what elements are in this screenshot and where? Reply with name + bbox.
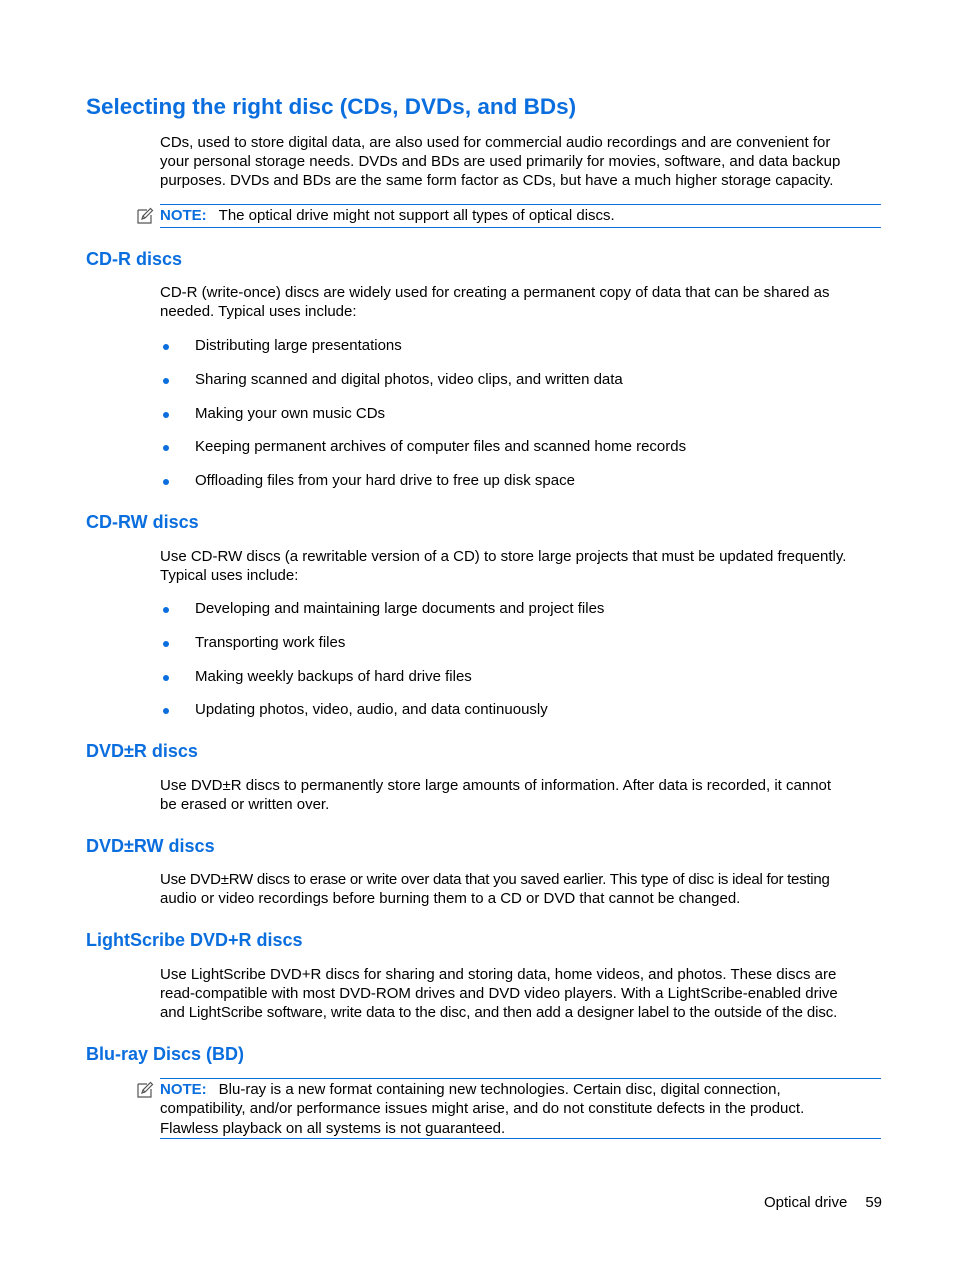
list-item-text: Developing and maintaining large documents and project files (195, 600, 605, 617)
list-item-text: Transporting work files (195, 633, 346, 651)
bullet-icon (163, 708, 169, 714)
cdrw-paragraph (160, 547, 882, 585)
list-item (160, 700, 604, 734)
list-item-text: Offloading files from your hard drive to free up disk space (195, 472, 575, 490)
paragraph-line: read-compatible with most DVD-ROM drives and DVD video players. With a LightScribe-enabled drive (160, 985, 838, 1003)
footer-section-name: Optical drive (763, 1194, 848, 1211)
list-item (160, 633, 604, 667)
bullet-icon (163, 378, 169, 384)
bullet-icon (163, 641, 169, 647)
paragraph-line: Use DVD±R discs to permanently store large amounts of information. After data is recorded, it cannot (160, 777, 832, 794)
paragraph-line: Use CD-RW discs (a rewritable version of a CD) to store large projects that must be updated frequently. (160, 548, 847, 565)
list-item-text: Making weekly backups of hard drive files (195, 667, 472, 685)
note-box (160, 204, 881, 228)
bullet-icon (163, 445, 169, 451)
list-item-text: Distributing large presentations (195, 337, 402, 354)
paragraph-line: CD-R (write-once) discs are widely used for creating a permanent copy of data that can be shared as (160, 284, 830, 301)
list-item-text: Updating photos, video, audio, and data continuously (195, 701, 548, 719)
page-footer (0, 1193, 882, 1212)
bullet-icon (163, 412, 169, 418)
list-item (160, 667, 604, 701)
lightscribe-paragraph (160, 965, 882, 1023)
list-item (160, 437, 686, 471)
intro-line: CDs, used to store digital data, are also used for commercial audio recordings and are convenient for (160, 134, 831, 151)
cdr-bullet-list (160, 336, 686, 505)
list-item-text: Making your own music CDs (195, 404, 386, 422)
note-box (160, 1078, 881, 1139)
list-item (160, 471, 686, 505)
paragraph-line: Typical uses include: (160, 567, 299, 585)
paragraph-line: needed. Typical uses include: (160, 303, 357, 321)
note-text: compatibility, and/or performance issues might arise, and do not constitute defects in the product. (160, 1100, 805, 1118)
bullet-icon (163, 344, 169, 350)
list-item (160, 404, 686, 438)
list-item (160, 370, 686, 404)
note-label: NOTE: (160, 207, 207, 224)
bullet-icon (163, 607, 169, 613)
dvdr-paragraph (160, 776, 882, 814)
list-item-text: Sharing scanned and digital photos, video clips, and written data (195, 370, 623, 388)
intro-paragraph (160, 133, 882, 191)
page-title: Selecting the right disc (CDs, DVDs, and BDs) (86, 94, 577, 119)
section-title-dvdrw: DVD±RW discs (86, 836, 215, 856)
list-item-text: Keeping permanent archives of computer files and scanned home records (195, 438, 687, 456)
dvdrw-paragraph (160, 870, 882, 908)
cdrw-bullet-list (160, 599, 604, 734)
cdr-paragraph (160, 283, 882, 321)
section-title-cdrw: CD-RW discs (86, 512, 199, 532)
section-title-lightscribe: LightScribe DVD+R discs (86, 930, 303, 950)
list-item (160, 599, 604, 633)
note-label: NOTE: (160, 1081, 207, 1098)
intro-line: purposes. DVDs and BDs are the same form factor as CDs, but have a much higher storage capacity. (160, 172, 834, 190)
paragraph-line: Use DVD±RW discs to erase or write over data that you saved earlier. This type of disc is ideal for testing (160, 871, 830, 888)
note-text: The optical drive might not support all types of optical discs. (218, 207, 615, 224)
intro-line: your personal storage needs. DVDs and BDs are used primarily for movies, software, and data backup (160, 153, 841, 171)
section-title-cdr: CD-R discs (86, 249, 183, 269)
list-item (160, 336, 686, 370)
paragraph-line: Use LightScribe DVD+R discs for sharing and storing data, home videos, and photos. These discs are (160, 966, 837, 983)
note-text: Blu-ray is a new format containing new technologies. Certain disc, digital connection, (218, 1081, 781, 1098)
note-text: Flawless playback on all systems is not guaranteed. (160, 1119, 506, 1137)
bullet-icon (163, 479, 169, 485)
note-pencil-icon (136, 207, 154, 225)
paragraph-line: and LightScribe software, write data to the disc, and then add a designer label to the outside of the disc. (160, 1004, 838, 1022)
section-title-dvdr: DVD±R discs (86, 741, 198, 761)
note-pencil-icon (136, 1081, 154, 1099)
paragraph-line: audio or video recordings before burning them to a CD or DVD that cannot be changed. (160, 890, 741, 908)
section-title-bluray: Blu-ray Discs (BD) (86, 1044, 245, 1064)
bullet-icon (163, 675, 169, 681)
paragraph-line: be erased or written over. (160, 796, 330, 814)
page-number: 59 (865, 1194, 882, 1211)
